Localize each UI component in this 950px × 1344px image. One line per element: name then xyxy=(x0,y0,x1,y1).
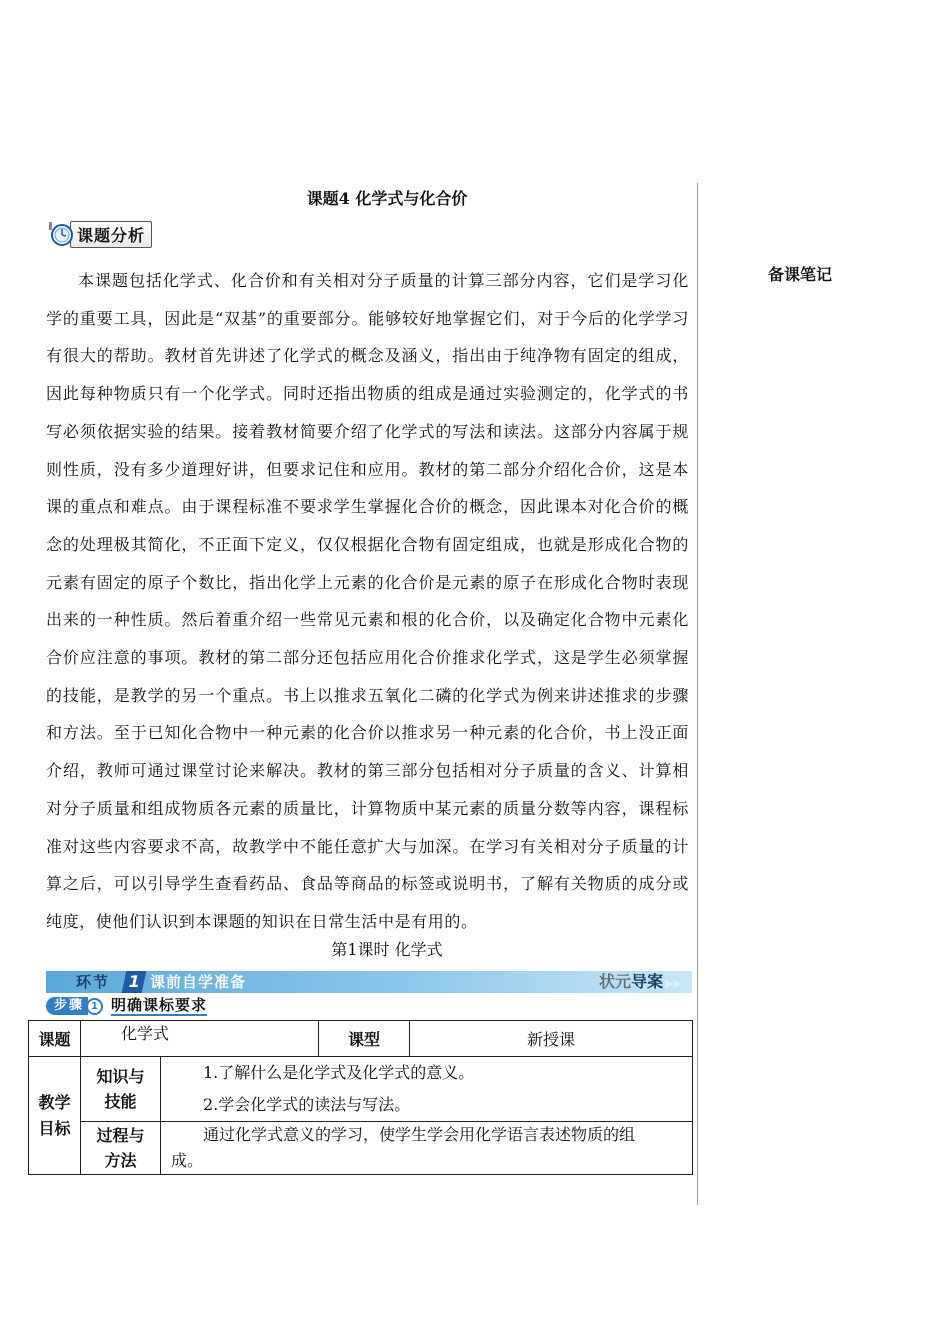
section-badge xyxy=(46,222,152,246)
lesson-plan-table xyxy=(28,1020,693,1175)
page-title: 课题4 化学式与化合价 xyxy=(306,189,468,208)
topic-value: 化学式 xyxy=(81,1021,319,1057)
goal-row-content: 通过化学式意义的学习，使学生学会用化学语言表述物质的组成。 xyxy=(161,1122,693,1175)
margin-divider xyxy=(697,183,698,1205)
lesson-subtitle: 第1课时 化学式 xyxy=(331,940,443,959)
step-pill: 步骤 xyxy=(46,997,88,1015)
double-arrow-icon: ▶▶ xyxy=(665,977,682,990)
type-value: 新授课 xyxy=(410,1021,693,1057)
brand-part-a: 状元 xyxy=(599,972,632,991)
step-number: 1 xyxy=(86,998,103,1015)
brand-part-b: 导案 xyxy=(631,972,664,991)
lesson-notes-heading: 备课笔记 xyxy=(768,265,833,284)
topic-label: 课题 xyxy=(29,1021,81,1057)
stage-banner-prefix: 环节 xyxy=(76,973,111,991)
goal-row-label: 知识与技能 xyxy=(81,1057,161,1122)
goal-item: 1.了解什么是化学式及化学式的意义。 xyxy=(203,1063,475,1082)
goal-row-content xyxy=(161,1057,693,1122)
step-heading xyxy=(46,996,207,1016)
clock-icon xyxy=(46,222,76,246)
goal-row-label: 过程与方法 xyxy=(81,1122,161,1175)
type-label: 课型 xyxy=(319,1021,410,1057)
stage-number: 1 xyxy=(122,971,147,993)
stage-title: 课前自学准备 xyxy=(150,973,247,991)
goal-item: 2.学会化学式的读法与写法。 xyxy=(203,1095,411,1114)
step-label: 明确课标要求 xyxy=(111,996,208,1014)
goals-label: 教学目标 xyxy=(29,1057,81,1175)
section-badge-label: 课题分析 xyxy=(70,221,152,248)
analysis-paragraph: 本课题包括化学式、化合价和有关相对分子质量的计算三部分内容，它们是学习化学的重要工具，因此是“双基”的重要部分。能够较好地掌握它们，对于今后的化学学习有很大的帮助。教材首先讲述了化学式的概念及涵义，指出由于纯净物有固定的组成，因此每种物质只有一个化学式。同时还指出物质的组成是通过实验测定的，化学式的书写必须依据实验的结果。接着教材简要介绍了化学式的写法和读法。这部分内容属于规则性质，没有多少道理好讲，但要求记住和应用。教材的第二部分介绍化合价，这是本课的重点和难点。由于课程标准不要求学生掌握化合价的概念，因此课本对化合价的概念的处理极其简化，不正面下定义，仅仅根据化合物有固定组成，也就是形成化合物的元素有固定的原子个数比，指出化学上元素的化合价是元素的原子在形成化合物时表现出来的一种性质。然后着重介绍一些常见元素和根的化合价，以及确定化合物中元素化合价应注意的事项。教材的第二部分还包括应用化合价推求化学式，这是学生必须掌握的技能，是教学的另一个重点。书上以推求五氧化二磷的化学式为例来讲述推求的步骤和方法。至于已知化合物中一种元素的化合价以推求另一种元素的化合价，书上没正面介绍，教师可通过课堂讨论来解决。教材的第三部分包括相对分子质量的含义、计算相对分子质量和组成物质各元素的质量比，计算物质中某元素的质量分数等内容，课程标准对这些内容要求不高，故教学中不能任意扩大与加深。在学习有关相对分子质量的计算之后，可以引导学生查看药品、食品等商品的标签或说明书，了解有关物质的成分或纯度，使他们认识到本课题的知识在日常生活中是有用的。 xyxy=(46,271,689,931)
stage-banner xyxy=(46,971,692,993)
brand-label xyxy=(599,971,682,993)
